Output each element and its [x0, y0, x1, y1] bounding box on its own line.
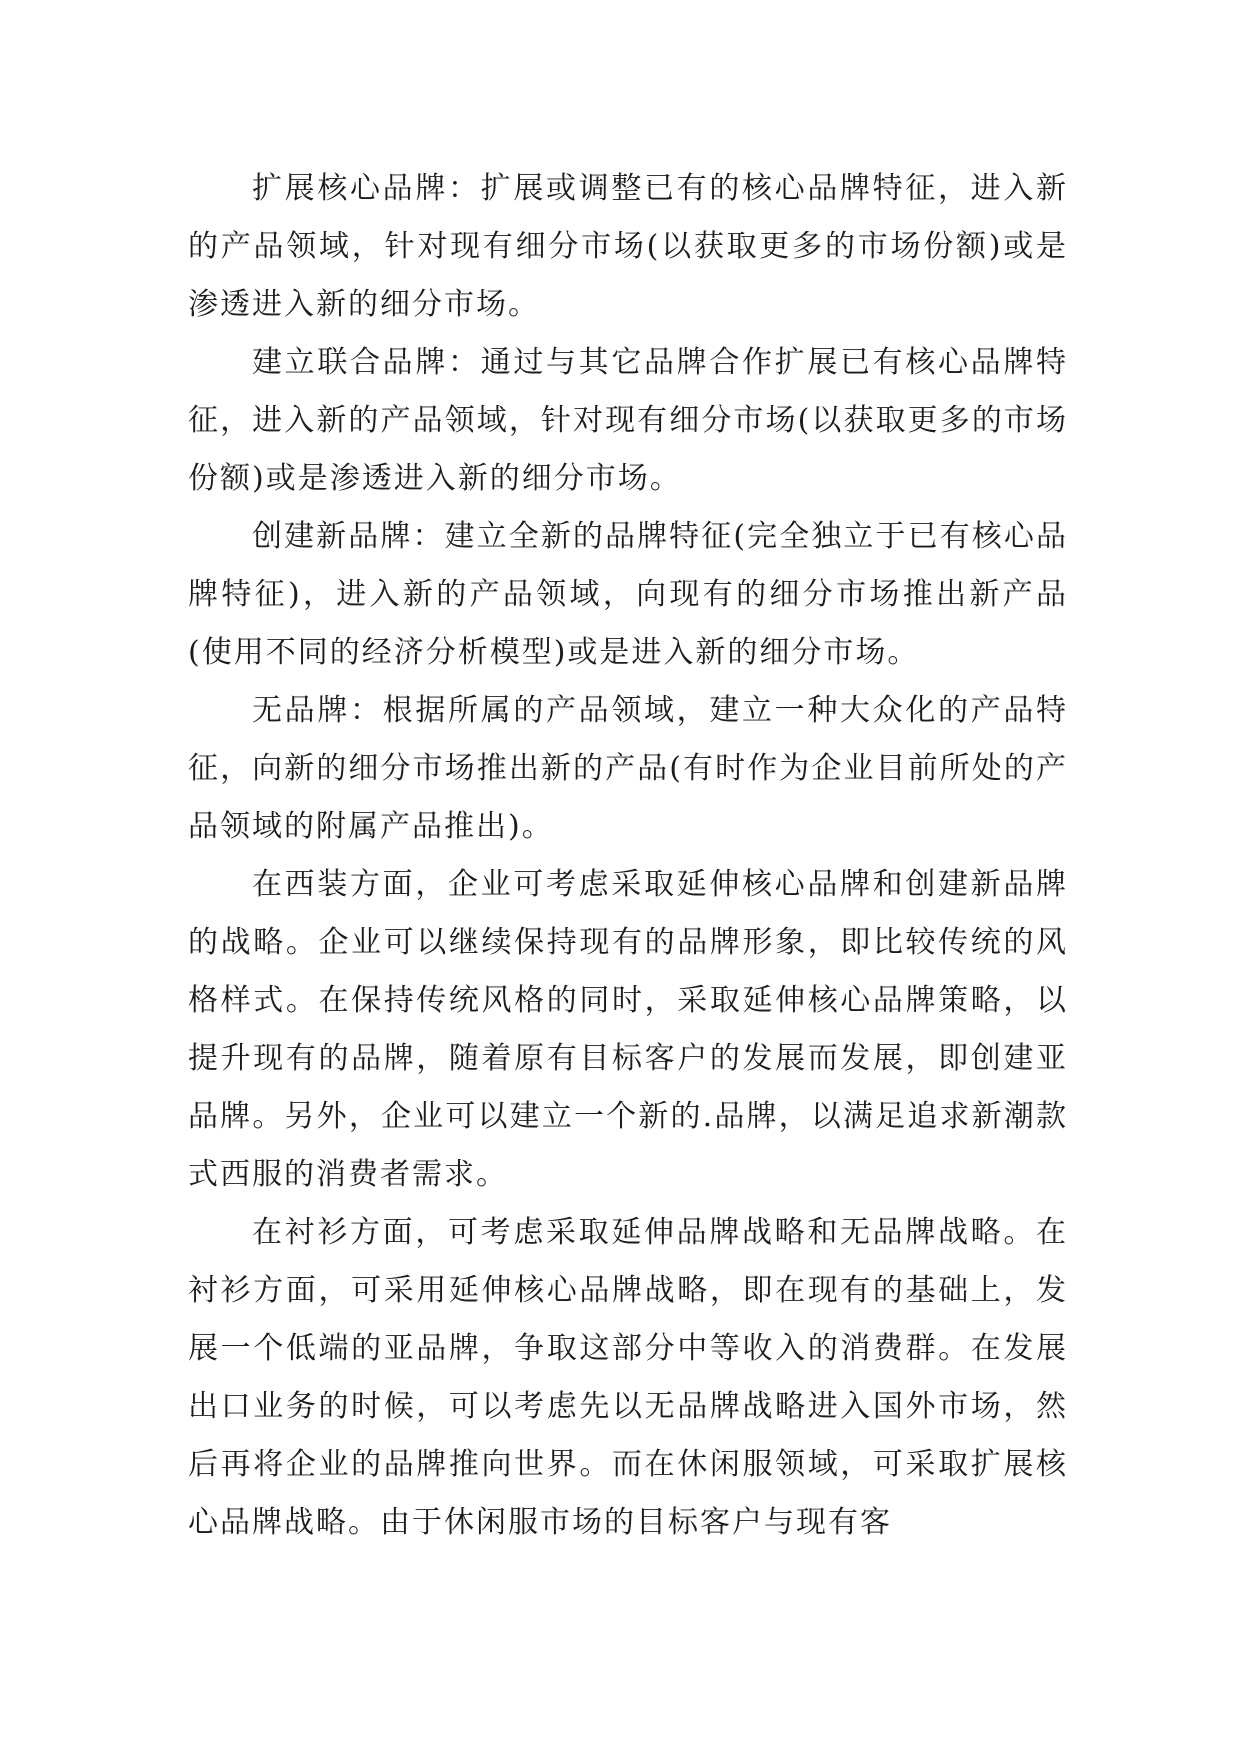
paragraph-co-brand: 建立联合品牌：通过与其它品牌合作扩展已有核心品牌特征，进入新的产品领域，针对现有细分市场(以获取更多的市场份额)或是渗透进入新的细分市场。	[188, 345, 1068, 496]
paragraph-suits: 在西装方面，企业可考虑采取延伸核心品牌和创建新品牌的战略。企业可以继续保持现有的品牌形象，即比较传统的风格样式。在保持传统风格的同时，采取延伸核心品牌策略，以提升现有的品牌，随着原有目标客户的发展而发展，即创建亚品牌。另外，企业可以建立一个新的.品牌，以满足追求新潮款式西服的消费者需求。	[188, 867, 1068, 1192]
paragraph-extend-core-brand: 扩展核心品牌：扩展或调整已有的核心品牌特征，进入新的产品领域，针对现有细分市场(以获取更多的市场份额)或是渗透进入新的细分市场。	[188, 171, 1068, 322]
paragraph-no-brand: 无品牌：根据所属的产品领域，建立一种大众化的产品特征，向新的细分市场推出新的产品(有时作为企业目前所处的产品领域的附属产品推出)。	[188, 693, 1068, 844]
paragraph-new-brand: 创建新品牌：建立全新的品牌特征(完全独立于已有核心品牌特征)，进入新的产品领域，向现有的细分市场推出新产品(使用不同的经济分析模型)或是进入新的细分市场。	[188, 519, 1068, 670]
paragraph-shirts: 在衬衫方面，可考虑采取延伸品牌战略和无品牌战略。在衬衫方面，可采用延伸核心品牌战略，即在现有的基础上，发展一个低端的亚品牌，争取这部分中等收入的消费群。在发展出口业务的时候，可以考虑先以无品牌战略进入国外市场，然后再将企业的品牌推向世界。而在休闲服领域，可采取扩展核心品牌战略。由于休闲服市场的目标客户与现有客	[188, 1215, 1068, 1540]
body-text	[188, 160, 1068, 1552]
